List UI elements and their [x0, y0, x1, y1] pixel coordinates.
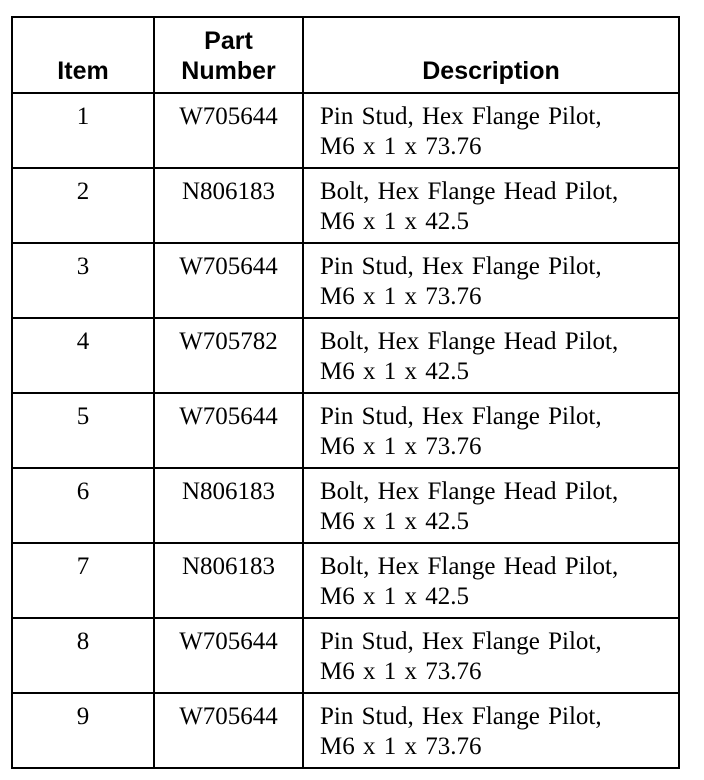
table-row	[12, 168, 679, 243]
table-row	[12, 618, 679, 693]
item-number: 5	[12, 393, 154, 468]
item-number: 1	[12, 93, 154, 168]
header-part-number	[154, 17, 303, 93]
part-number: W705644	[154, 243, 303, 318]
part-number: W705782	[154, 318, 303, 393]
part-number: W705644	[154, 693, 303, 768]
item-number: 6	[12, 468, 154, 543]
table-row	[12, 468, 679, 543]
item-number: 9	[12, 693, 154, 768]
table-header	[12, 17, 679, 93]
part-number: W705644	[154, 618, 303, 693]
description	[303, 318, 679, 393]
description-line2: M6 x 1 x 73.76	[320, 283, 482, 310]
description-line1: Bolt, Hex Flange Head Pilot,	[320, 553, 619, 580]
table-row	[12, 318, 679, 393]
parts-table	[11, 16, 680, 769]
table-row	[12, 393, 679, 468]
header-description: Description	[303, 17, 679, 93]
description-line2: M6 x 1 x 42.5	[320, 508, 469, 535]
header-part-line1: Part	[204, 27, 253, 55]
part-number: N806183	[154, 543, 303, 618]
header-item: Item	[12, 17, 154, 93]
item-number: 8	[12, 618, 154, 693]
part-number: N806183	[154, 468, 303, 543]
description-line2: M6 x 1 x 42.5	[320, 358, 469, 385]
description-line2: M6 x 1 x 73.76	[320, 433, 482, 460]
description	[303, 93, 679, 168]
description-line1: Bolt, Hex Flange Head Pilot,	[320, 478, 619, 505]
table-body	[12, 93, 679, 768]
description-line1: Pin Stud, Hex Flange Pilot,	[320, 628, 602, 655]
description-line2: M6 x 1 x 73.76	[320, 733, 482, 760]
description	[303, 243, 679, 318]
description-line2: M6 x 1 x 42.5	[320, 208, 469, 235]
description-line1: Pin Stud, Hex Flange Pilot,	[320, 703, 602, 730]
description-line1: Pin Stud, Hex Flange Pilot,	[320, 103, 602, 130]
part-number: N806183	[154, 168, 303, 243]
item-number: 2	[12, 168, 154, 243]
description-line1: Pin Stud, Hex Flange Pilot,	[320, 403, 602, 430]
description	[303, 543, 679, 618]
description-line1: Bolt, Hex Flange Head Pilot,	[320, 178, 619, 205]
description	[303, 618, 679, 693]
part-number: W705644	[154, 393, 303, 468]
description-line2: M6 x 1 x 42.5	[320, 583, 469, 610]
item-number: 3	[12, 243, 154, 318]
part-number: W705644	[154, 93, 303, 168]
table-row	[12, 543, 679, 618]
description	[303, 168, 679, 243]
description	[303, 693, 679, 768]
table-row	[12, 693, 679, 768]
description-line2: M6 x 1 x 73.76	[320, 133, 482, 160]
item-number: 7	[12, 543, 154, 618]
header-part-line2: Number	[181, 57, 276, 85]
item-number: 4	[12, 318, 154, 393]
description-line2: M6 x 1 x 73.76	[320, 658, 482, 685]
description-line1: Pin Stud, Hex Flange Pilot,	[320, 253, 602, 280]
description	[303, 468, 679, 543]
description	[303, 393, 679, 468]
table-row	[12, 93, 679, 168]
description-line1: Bolt, Hex Flange Head Pilot,	[320, 328, 619, 355]
table-row	[12, 243, 679, 318]
header-row	[12, 17, 679, 93]
